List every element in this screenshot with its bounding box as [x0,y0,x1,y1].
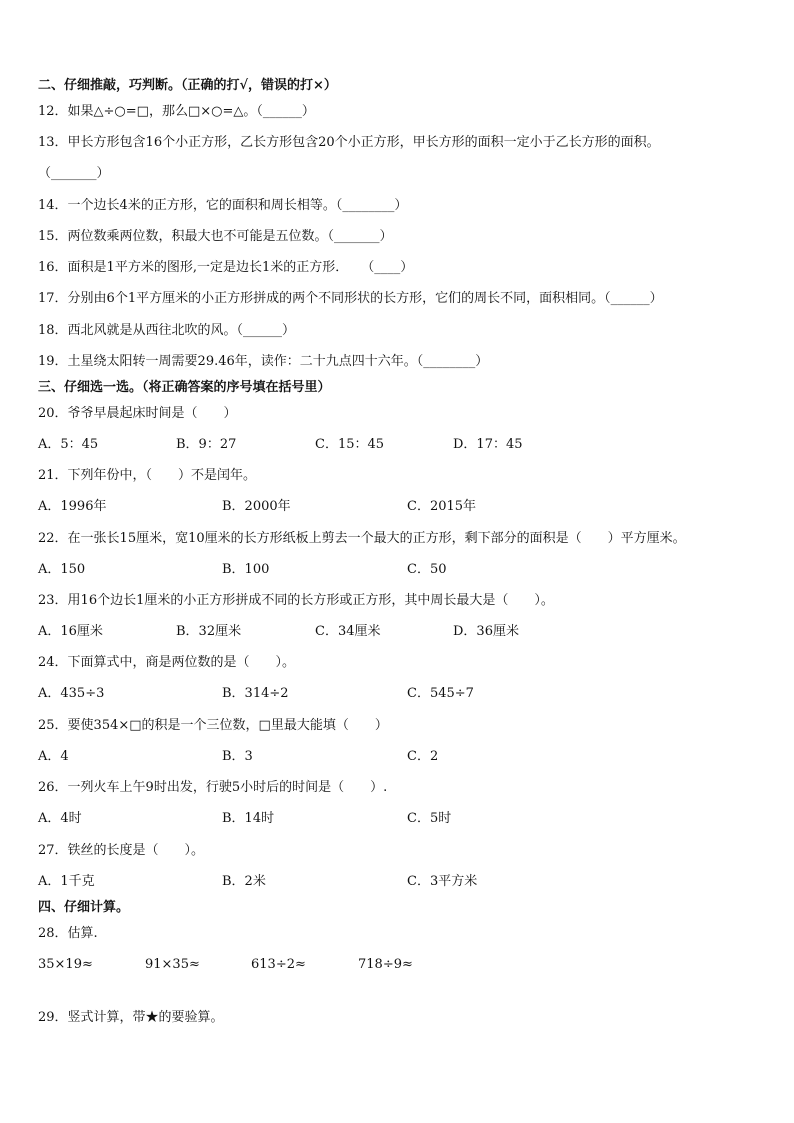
question-27: 27．铁丝的长度是（ ）。 [38,843,205,858]
option-c: C．15：45 [315,437,385,452]
question-20: 20．爷爷早晨起床时间是（ ） [38,406,237,421]
question-22-options [38,562,758,578]
estimation-item: 718÷9≈ [358,957,413,972]
question-29: 29．竖式计算，带★的要验算。 [38,1010,224,1025]
question-14: 14．一个边长4米的正方形，它的面积和周长相等。（________） [38,198,408,213]
option-c: C．2015年 [407,499,477,514]
option-c: C．50 [407,562,447,577]
question-25: 25．要使354×□的积是一个三位数，□里最大能填（ ） [38,718,388,733]
option-a: A．5：45 [38,437,99,452]
option-a: A．1千克 [38,874,95,889]
question-16: 16．面积是1平方米的图形,一定是边长1米的正方形． （____） [38,260,414,275]
question-19: 19．土星绕太阳转一周需要29.46年，读作：二十九点四十六年。（________） [38,354,489,369]
question-21: 21．下列年份中，（ ）不是闰年。 [38,468,257,483]
option-c: C．34厘米 [315,624,381,639]
option-c: C．3平方米 [407,874,478,889]
estimation-item: 613÷2≈ [251,957,306,972]
question-22: 22．在一张长15厘米，宽10厘米的长方形纸板上剪去一个最大的正方形，剩下部分的面积是（ ）平方厘米。 [38,531,686,546]
question-21-options [38,499,758,515]
question-13: 13．甲长方形包含16个小正方形，乙长方形包含20个小正方形，甲长方形的面积一定小于乙长方形的面积。 [38,135,660,150]
option-c: C．545÷7 [407,686,474,701]
question-20-options [38,437,758,453]
option-b: B．9：27 [176,437,237,452]
question-25-options [38,749,758,765]
section-judge-heading: 二、仔细推敲，巧判断。（正确的打√，错误的打×） [38,78,337,93]
section-choice-heading: 三、仔细选一选。（将正确答案的序号填在括号里） [38,380,331,395]
question-24: 24．下面算式中，商是两位数的是（ ）。 [38,655,296,670]
option-c: C．5时 [407,811,452,826]
option-d: D．17：45 [453,437,523,452]
question-26: 26．一列火车上午9时出发，行驶5小时后的时间是（ ）. [38,780,388,795]
question-27-options [38,874,758,890]
option-a: A．16厘米 [38,624,103,639]
estimation-items [38,957,758,973]
option-b: B．32厘米 [176,624,242,639]
question-28: 28．估算. [38,926,98,941]
question-13-answer-blank: （_______） [38,166,110,181]
option-b: B．2000年 [222,499,291,514]
option-a: A．4时 [38,811,82,826]
option-b: B．314÷2 [222,686,289,701]
estimation-item: 91×35≈ [145,957,200,972]
option-b: B．2米 [222,874,266,889]
question-23-options [38,624,758,640]
option-d: D．36厘米 [453,624,519,639]
option-a: A．4 [38,749,69,764]
question-17: 17．分别由6个1平方厘米的小正方形拼成的两个不同形状的长方形，它们的周长不同，面积相同。（______） [38,291,663,306]
option-a: A．150 [38,562,86,577]
question-18: 18．西北风就是从西往北吹的风。（______） [38,323,296,338]
option-b: B．14时 [222,811,275,826]
option-b: B．100 [222,562,270,577]
option-c: C．2 [407,749,439,764]
question-15: 15．两位数乘两位数，积最大也不可能是五位数。（_______） [38,229,393,244]
question-23: 23．用16个边长1厘米的小正方形拼成不同的长方形或正方形，其中周长最大是（ ）。 [38,593,554,608]
option-a: A．1996年 [38,499,107,514]
question-12: 12．如果△÷○=□，那么□×○=△。（______） [38,104,315,119]
question-24-options [38,686,758,702]
estimation-item: 35×19≈ [38,957,93,972]
question-26-options [38,811,758,827]
section-calc-heading: 四、仔细计算。 [38,900,130,915]
option-a: A．435÷3 [38,686,105,701]
option-b: B．3 [222,749,253,764]
